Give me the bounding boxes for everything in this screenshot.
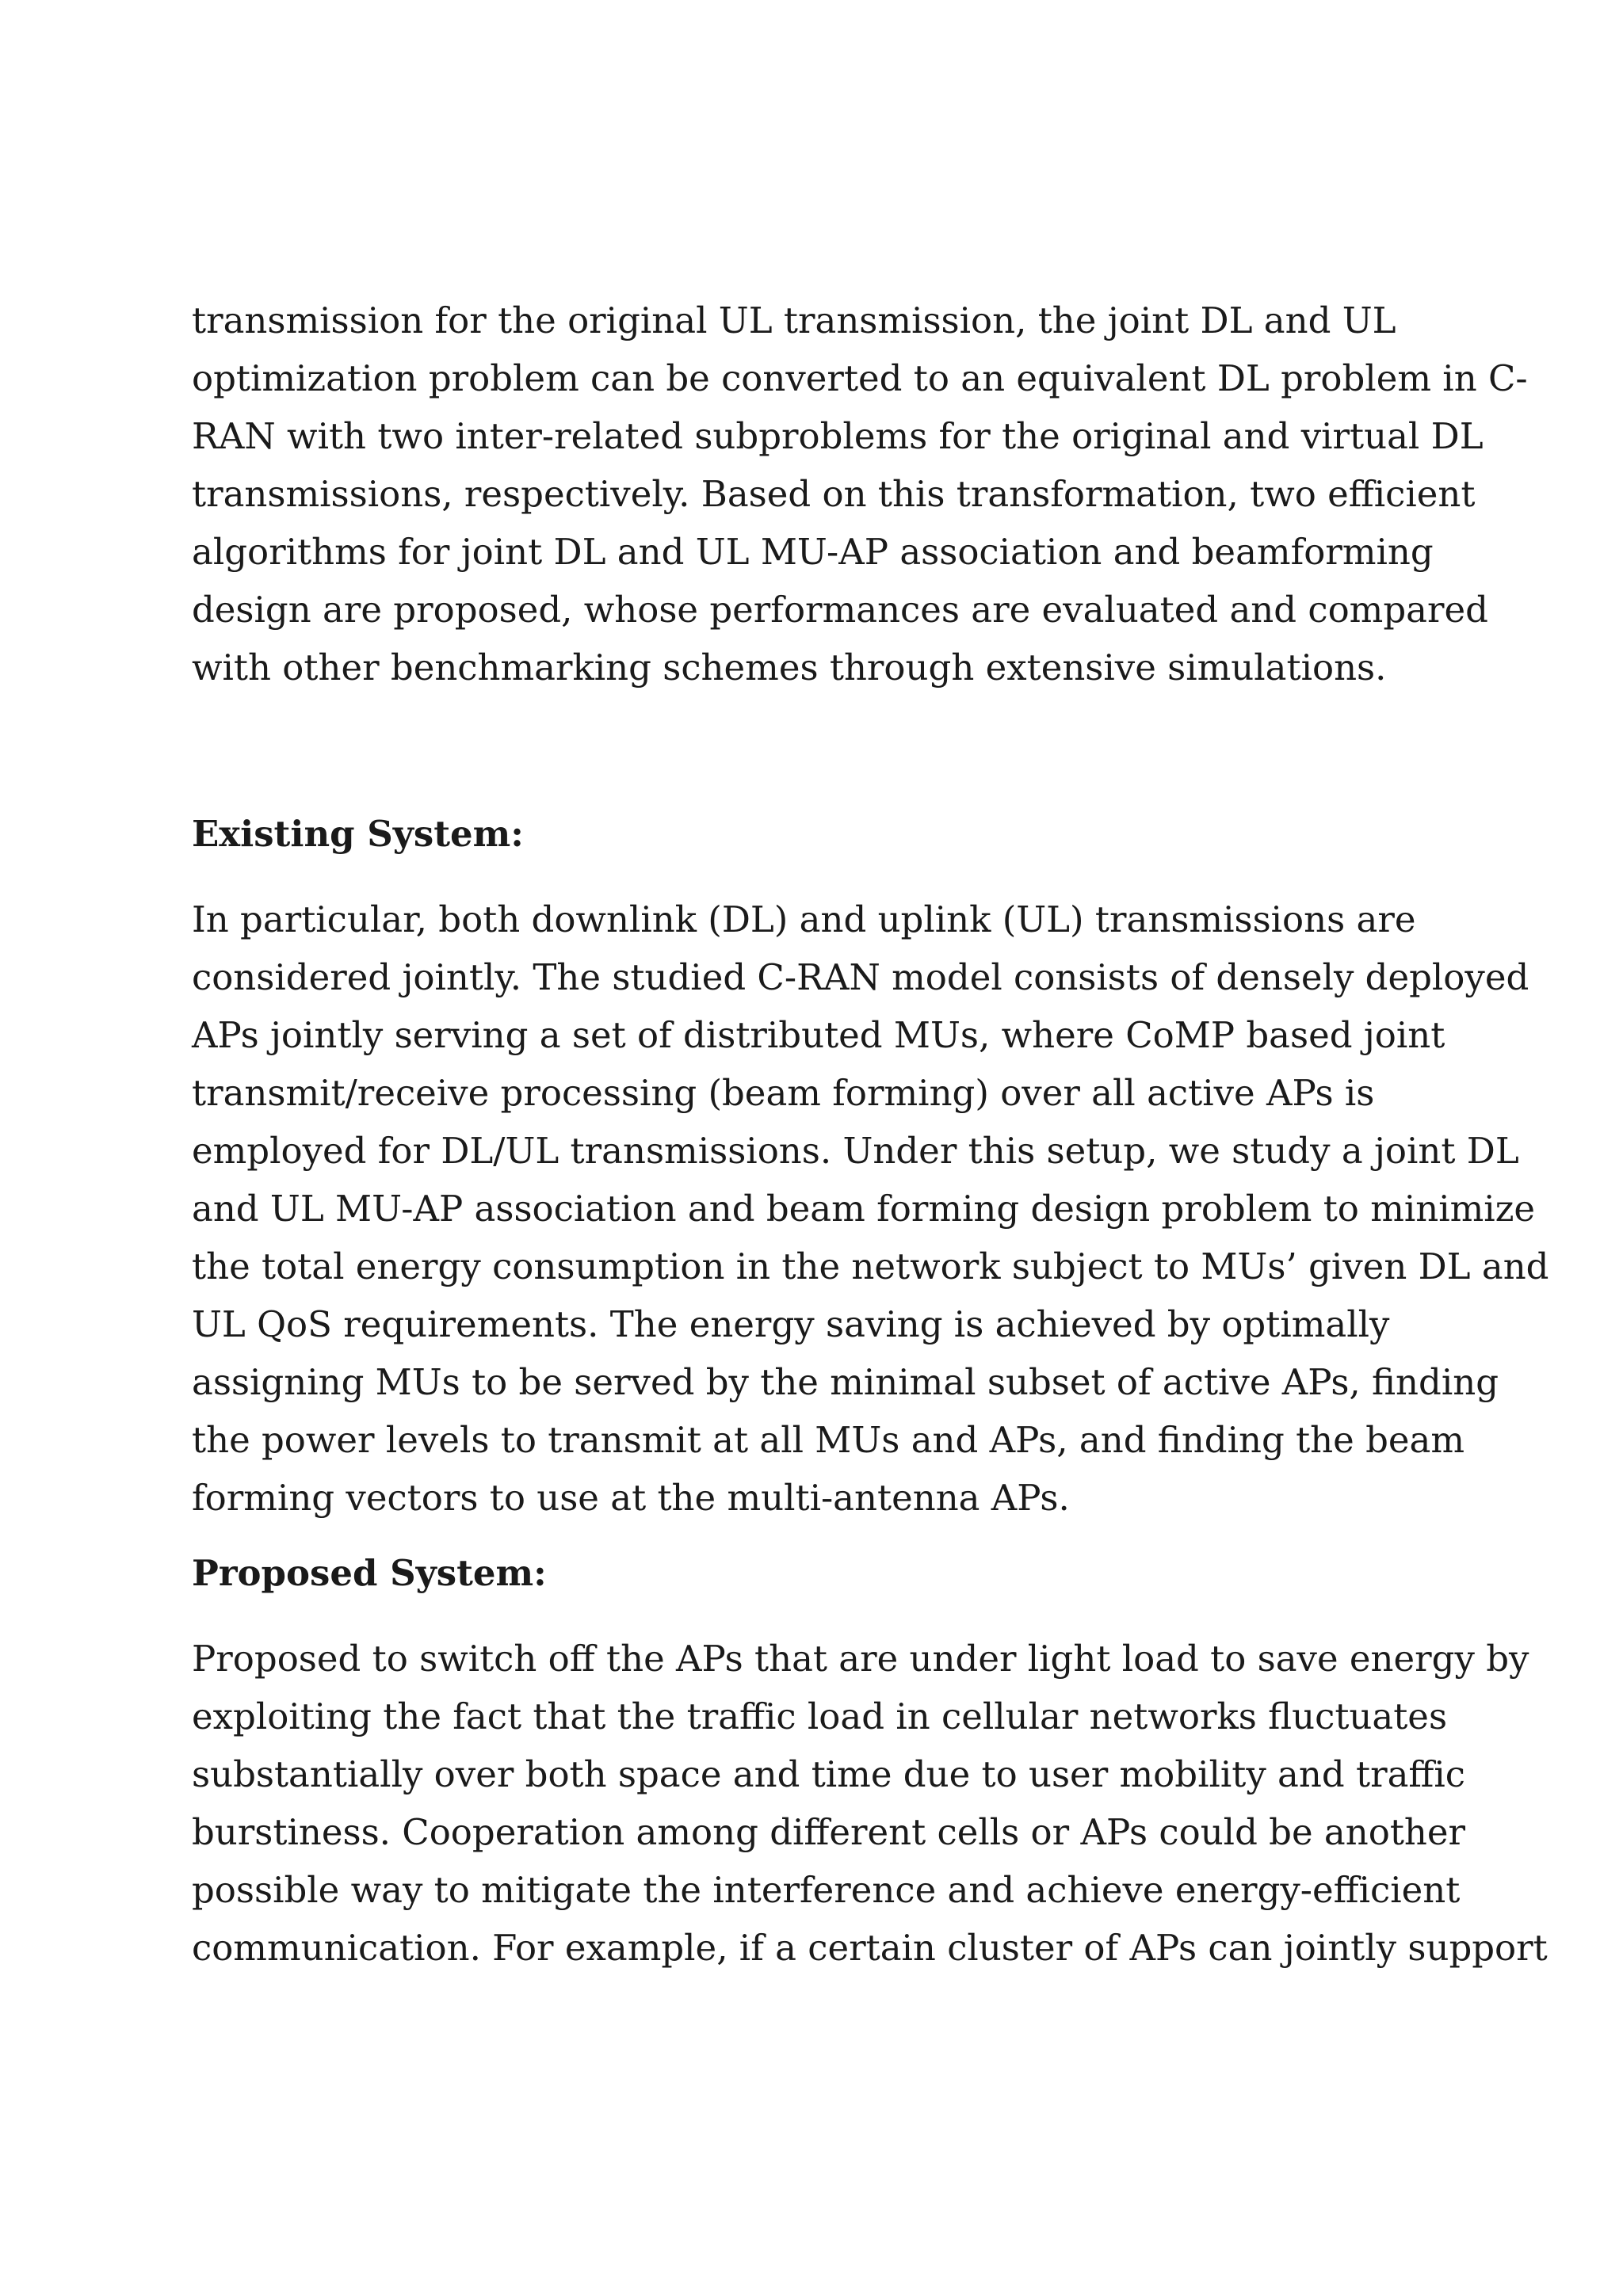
paragraph-line: Proposed to switch off the APs that are under light load to save energy by xyxy=(192,1638,1529,1680)
paragraph-line: algorithms for joint DL and UL MU-AP association and beamforming xyxy=(192,531,1434,573)
paragraph-line: substantially over both space and time due to user mobility and traffic xyxy=(192,1753,1465,1795)
proposed-system-paragraph xyxy=(192,1630,1548,1977)
paragraph-line: employed for DL/UL transmissions. Under this setup, we study a joint DL xyxy=(192,1130,1519,1172)
existing-system-heading: Existing System: xyxy=(192,813,524,855)
paragraph-line: burstiness. Cooperation among different cells or APs could be another xyxy=(192,1811,1466,1853)
paragraph-line: transmission for the original UL transmission, the joint DL and UL xyxy=(192,299,1396,341)
paragraph-line: possible way to mitigate the interference and achieve energy-efficient xyxy=(192,1869,1461,1911)
paragraph-line: the power levels to transmit at all MUs and APs, and finding the beam xyxy=(192,1419,1465,1461)
existing-system-paragraph xyxy=(192,891,1549,1527)
paragraph-line: exploiting the fact that the traffic load in cellular networks fluctuates xyxy=(192,1695,1448,1737)
intro-paragraph xyxy=(192,292,1528,696)
paragraph-line: RAN with two inter-related subproblems for the original and virtual DL xyxy=(192,415,1484,457)
paragraph-line: considered jointly. The studied C-RAN model consists of densely deployed xyxy=(192,956,1529,998)
section-spacer xyxy=(192,1527,1444,1544)
paragraph-line: UL QoS requirements. The energy saving is achieved by optimally xyxy=(192,1303,1390,1345)
paragraph-line: optimization problem can be converted to an equivalent DL problem in C- xyxy=(192,357,1528,399)
heading-spacer xyxy=(192,863,1444,891)
paragraph-line: In particular, both downlink (DL) and uplink (UL) transmissions are xyxy=(192,898,1416,940)
paragraph-line: and UL MU-AP association and beam forming design problem to minimize xyxy=(192,1188,1536,1230)
section-spacer xyxy=(192,696,1444,805)
paragraph-line: communication. For example, if a certain cluster of APs can jointly support xyxy=(192,1927,1548,1969)
document-body xyxy=(192,292,1549,1977)
paragraph-line: assigning MUs to be served by the minimal subset of active APs, finding xyxy=(192,1361,1499,1403)
paragraph-line: with other benchmarking schemes through extensive simulations. xyxy=(192,646,1387,688)
paragraph-line: forming vectors to use at the multi-antenna APs. xyxy=(192,1477,1070,1519)
proposed-system-heading: Proposed System: xyxy=(192,1552,547,1594)
paragraph-line: transmit/receive processing (beam forming) over all active APs is xyxy=(192,1072,1375,1114)
paragraph-line: the total energy consumption in the network subject to MUs’ given DL and xyxy=(192,1245,1549,1287)
paragraph-line: design are proposed, whose performances are evaluated and compared xyxy=(192,589,1488,631)
heading-spacer xyxy=(192,1602,1444,1630)
paragraph-line: APs jointly serving a set of distributed MUs, where CoMP based joint xyxy=(192,1014,1445,1056)
paragraph-line: transmissions, respectively. Based on this transformation, two efficient xyxy=(192,473,1476,515)
